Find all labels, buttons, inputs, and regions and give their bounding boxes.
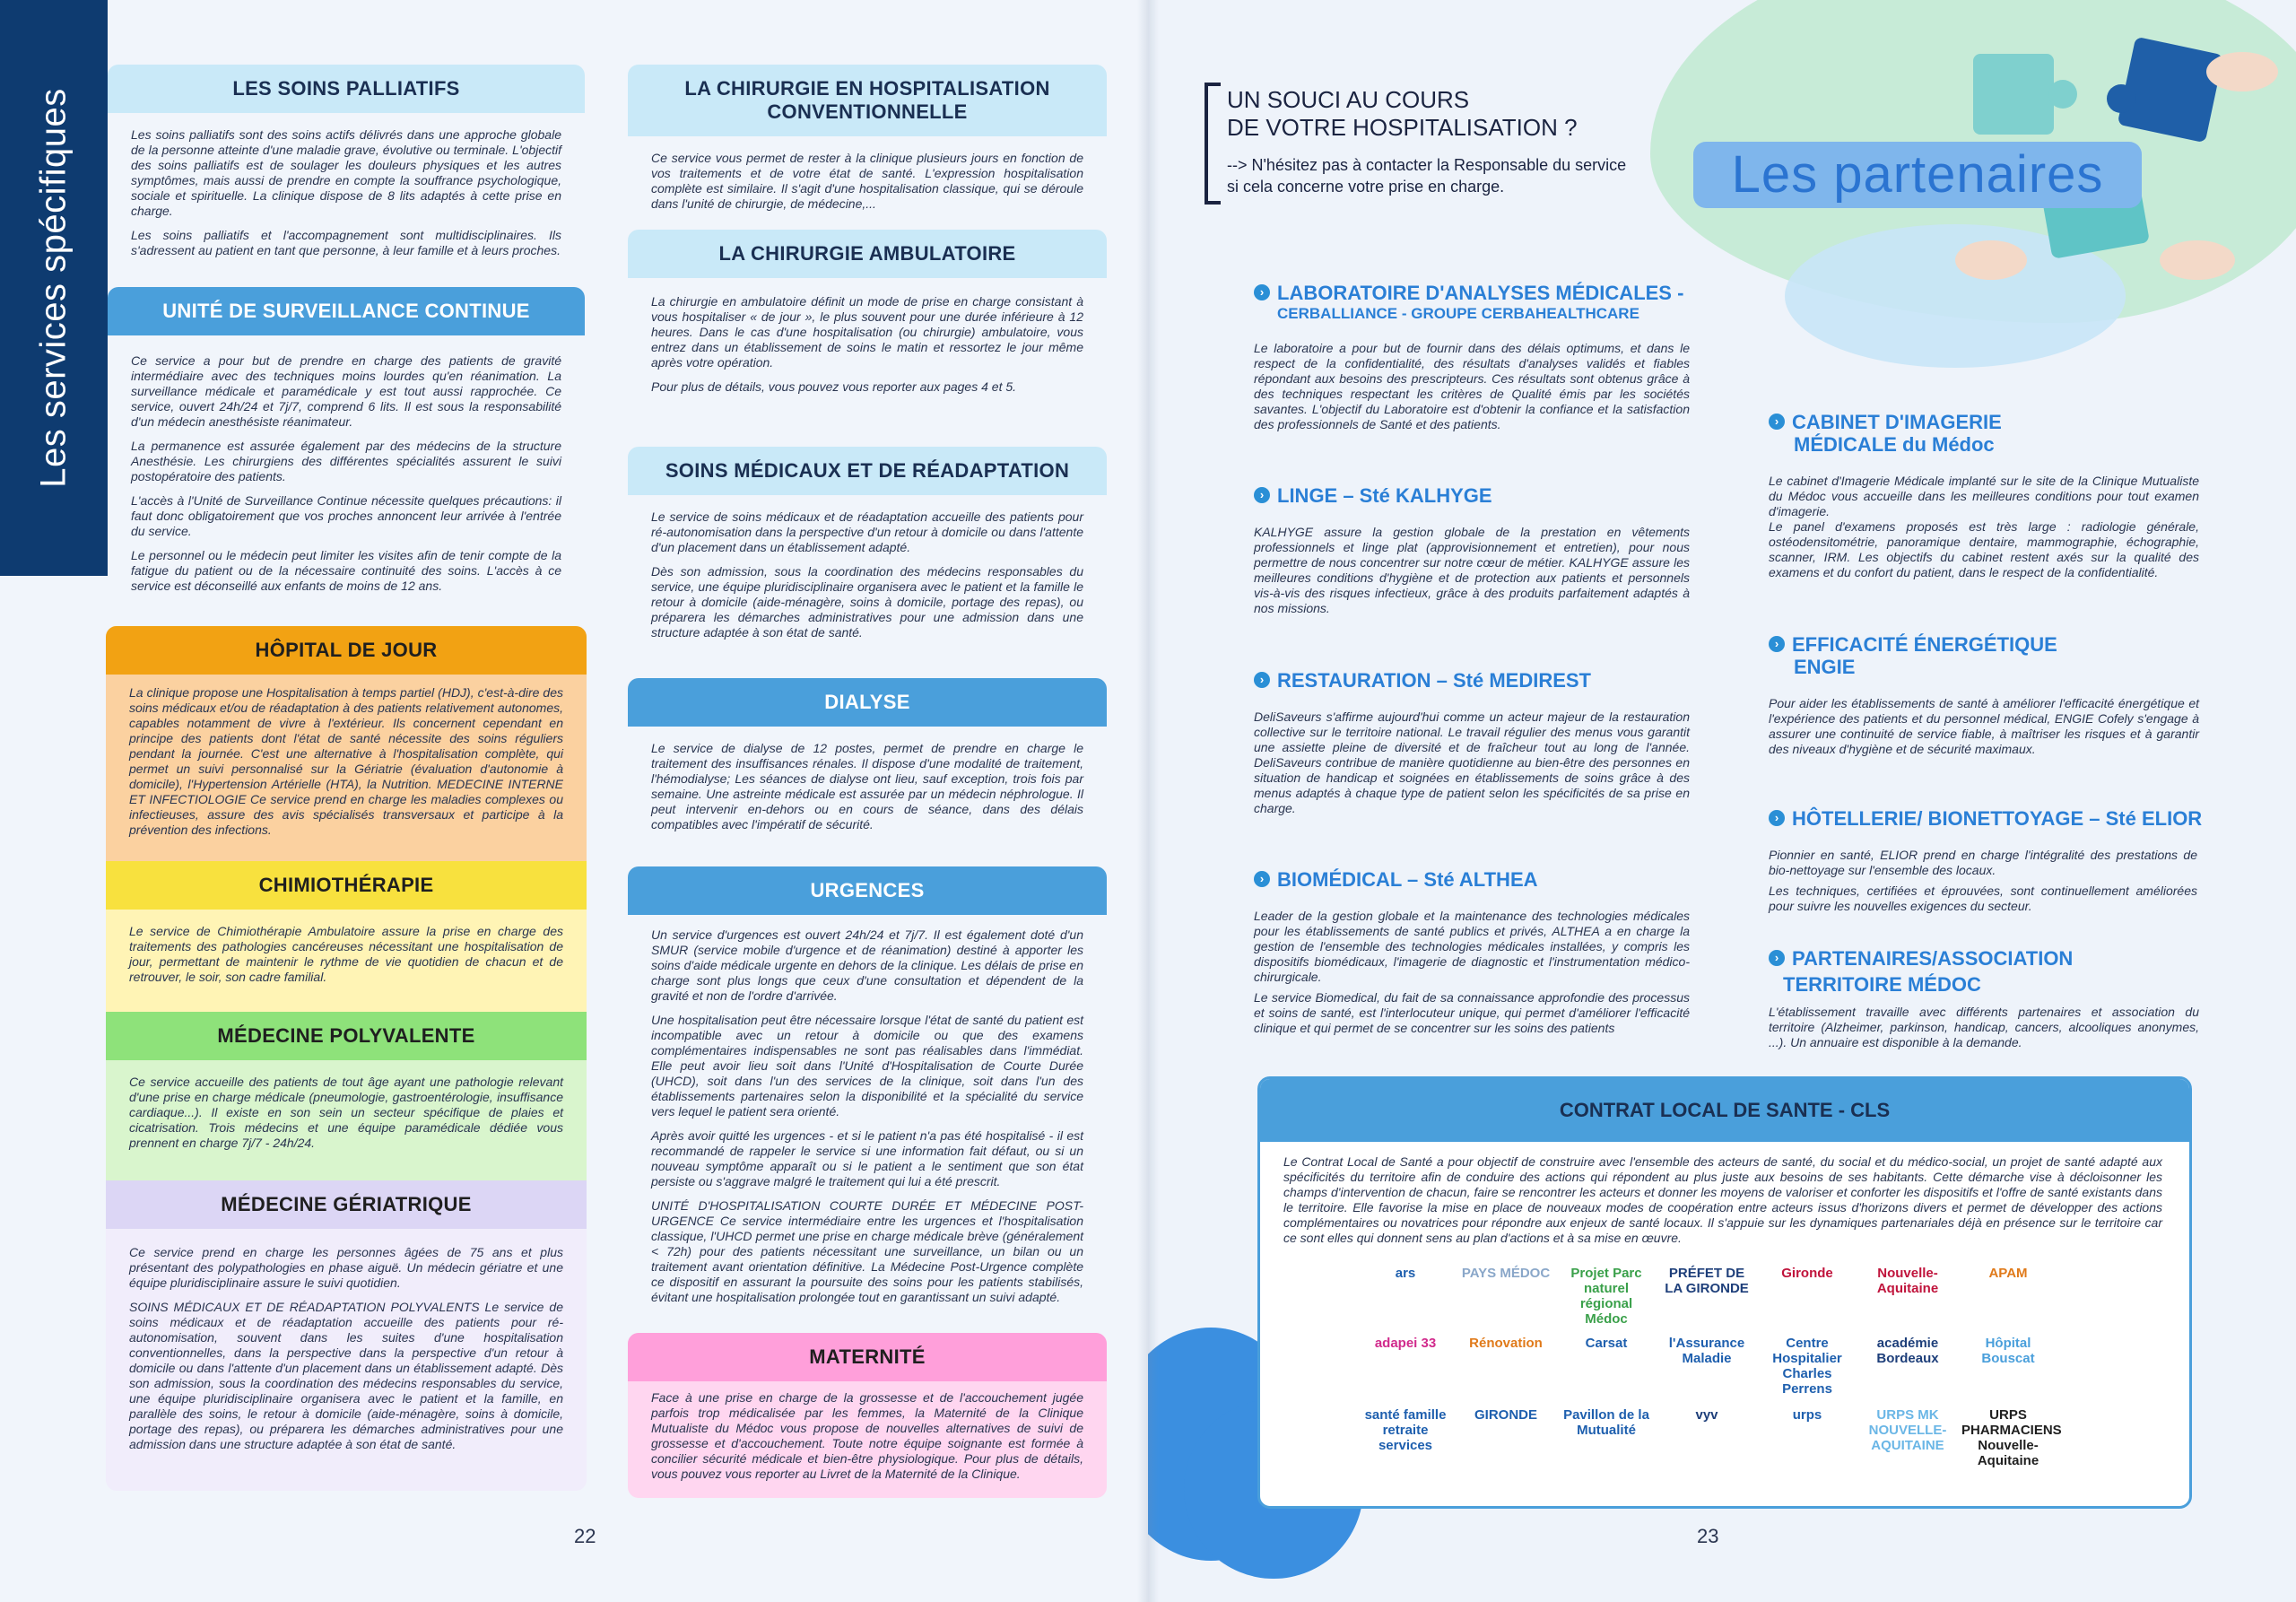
- partners-title-banner: [1693, 142, 2142, 208]
- partner-imagerie: [1769, 411, 2199, 586]
- partner-subtitle: CERBALLIANCE - GROUPE CERBAHEALTHCARE: [1277, 305, 1639, 322]
- paragraph: Leader de la gestion globale et la maintenance des technologies médicales pour les établissements de santé publics et privés, ALTHEA a en charge la gestion de l'ensemble des technologies médicales installées, y compris les dispositifs biomédicaux, l'imagerie de diagnostic et l'instrumentation médico-chirurgicale.: [1254, 909, 1690, 984]
- paragraph: SOINS MÉDICAUX ET DE RÉADAPTATION POLYVALENTS Le service de soins médicaux et de réadaptation accueille des patients pour ré-autonomisation, souvent dans les suites d'une hospitalisation conventionnelles, dans la perspective dans la perspective d'un retour à domicile ou dans l'attente d'un placement dans un établissement adapté. Dès son admission, sous la coordination des médecins responsables du service, une équipe pluridisciplinaire organisera avec le patient et la famille, en parallèle des soins, le retour à domicile (aide-ménagère, soins à domicile, portage des repas), ou préparera les démarches administratives pour une admission dans une structure adaptée à son état de santé.: [129, 1300, 563, 1451]
- page-number: 22: [574, 1525, 596, 1547]
- logo-pavillon-mutualite: Pavillon de la Mutualité: [1563, 1407, 1649, 1438]
- section-body: [628, 915, 1107, 1325]
- section-title: UNITÉ DE SURVEILLANCE CONTINUE: [108, 287, 585, 335]
- paragraph: Ce service prend en charge les personnes âgées de 75 ans et plus présentant des polypathologies en phase aiguë. Un médecin gériatre et une équipe pluridisciplinaire assure le suivi quotidien.: [129, 1245, 563, 1290]
- paragraph: Le personnel ou le médecin peut limiter les visites afin de tenir compte de la fatigue du patient ou de la nécessaire continuité des soins. L'accès à ce service est déconseillé aux enfants de moins de 12 ans.: [131, 548, 561, 593]
- partner-hotellerie: [1769, 807, 2217, 919]
- section-chirurgie-conventionnelle: [628, 65, 1107, 231]
- section-title: LA CHIRURGIE AMBULATOIRE: [628, 230, 1107, 278]
- partner-title: [1254, 282, 1690, 304]
- partner-title-text: RESTAURATION – Sté MEDIREST: [1277, 669, 1591, 692]
- logo-urps: urps: [1792, 1407, 1822, 1423]
- section-medecine-geriatrique: [106, 1180, 587, 1491]
- logo-urps-mk: URPS MK NOUVELLE-AQUITAINE: [1868, 1407, 1947, 1453]
- section-maternite: [628, 1333, 1107, 1498]
- section-title: LA CHIRURGIE EN HOSPITALISATION CONVENTIONNELLE: [628, 65, 1107, 136]
- worry-text: --> N'hésitez pas à contacter la Responsable du service si cela concerne votre prise en charge.: [1227, 156, 1627, 196]
- logo-ch-perrens: Centre Hospitalier Charles Perrens: [1772, 1336, 1842, 1397]
- cls-title: CONTRAT LOCAL DE SANTE - CLS: [1260, 1079, 2189, 1142]
- partner-title-text: CABINET D'IMAGERIE: [1792, 411, 2002, 433]
- paragraph: Le panel d'examens proposés est très large : radiologie générale, ostéodensitométrie, panoramique dentaire, mammographie, échographie, scanner, IRM. Les objectifs du cabinet restent axés sur la qualité des examens et du confort du patient, dans le respect de la confidentialité.: [1769, 519, 2199, 579]
- cls-text: Le Contrat Local de Santé a pour objectif de construire avec l'ensemble des acteurs de santé, du social et du médico-social, un projet de santé adapté aux spécificités du territoire afin de conduire des actions qui répondent au plus juste aux besoins de ses habitants. Cette démarche vise à décloisonner les champs d'intervention de chacun, faire se rencontrer les acteurs et donner les moyens de valoriser et conforter les dispositifs et l'offre de santé existants dans le territoire. Elle favorise la mise en place de nouveaux modes de coopération entre acteurs issus d'horizons divers et permet de développer des actions complémentaires ou novatrices pour répondre aux enjeux de santé locaux. Il s'appuie sur les dynamiques partenariales déjà en présence sur le territoire car ce sont elles qui donnent sens au plan d'actions et à sa mise en œuvre.: [1283, 1154, 2162, 1245]
- paragraph: Les techniques, certifiées et éprouvées, sont continuellement améliorées pour suivre les nouvelles exigences du secteur.: [1769, 884, 2197, 913]
- partner-text: [1769, 474, 2199, 580]
- logo-academie-bordeaux: académie Bordeaux: [1876, 1336, 1939, 1366]
- paragraph: Le service de dialyse de 12 postes, permet de prendre en charge le traitement des insuffisances rénales. Il dispose d'une modalité de traitement, l'hémodialyse; Les séances de dialyse ont lieu, sauf exception, trois fois par semaine. Une astreinte médicale est assurée par un médecin néphrologue. Il peut intervenir en-dehors ou en cours de séance, dans des délais compatibles avec l'impératif de sécurité.: [651, 741, 1083, 831]
- logo-carsat: Carsat: [1585, 1336, 1628, 1351]
- section-title: MÉDECINE GÉRIATRIQUE: [106, 1180, 587, 1229]
- page-number: 23: [1697, 1525, 1719, 1547]
- section-hopital-de-jour: [106, 626, 587, 861]
- section-unite-surveillance-continue: [108, 287, 585, 614]
- partner-linge: [1254, 484, 1690, 622]
- bracket-decoration: [1205, 83, 1221, 205]
- side-title: Les services spécifiques: [33, 88, 74, 488]
- partner-title-text: EFFICACITÉ ÉNERGÉTIQUE: [1792, 633, 2057, 656]
- paragraph: Les soins palliatifs et l'accompagnement sont multidisciplinaires. Ils s'adressent au patient en tant que personne, à leur famille et à leurs proches.: [131, 228, 561, 257]
- paragraph: La chirurgie en ambulatoire définit un mode de prise en charge consistant à vous hospitaliser « de jour », le plus souvent pour une durée inférieure à 12 heures. Dans le cas d'une hospitalisation (ou chirurgie) ambulatoire, vous entrez dans un établissement de soins le matin et ressortez le jour même après votre opération.: [651, 294, 1083, 370]
- section-body: [106, 675, 587, 858]
- paragraph: Après avoir quitté les urgences - et si le patient n'a pas été hospitalisé - il est recommandé de rappeler le service si une information fait défaut, ou si un nouveau symptôme apparaît ou si le patient a le sentiment que son état persiste ou s'aggrave malgré le traitement qui lui a été prescrit.: [651, 1128, 1083, 1188]
- paragraph: Le cabinet d'Imagerie Médicale implanté sur le site de la Clinique Mutualiste du Médoc vous accueille dans les meilleures conditions pour tout examen d'imagerie.: [1769, 474, 2199, 518]
- chevron-right-icon: ›: [1769, 414, 1785, 430]
- logo-ars: ars: [1395, 1266, 1416, 1281]
- chevron-right-icon: ›: [1254, 871, 1270, 887]
- section-soins-medicaux-readaptation: [628, 447, 1107, 660]
- paragraph: L'accès à l'Unité de Surveillance Continue nécessite quelques précautions: il faut donc obligatoirement que vos proches annoncent leur arrivée à l'entrée du service.: [131, 493, 561, 538]
- partner-text: [1769, 696, 2199, 757]
- partner-text: [1769, 848, 2197, 914]
- partner-title-line2: ENGIE: [1794, 656, 1856, 678]
- section-title: URGENCES: [628, 866, 1107, 915]
- partner-title-text: LABORATOIRE D'ANALYSES MÉDICALES -: [1277, 282, 1684, 304]
- section-chimiotherapie: [106, 861, 587, 1012]
- paragraph: L'établissement travaille avec différents partenaires et association du territoire (Alzheimer, parkinson, handicap, cancers, alcooliques anonymes, ...). Un annuaire est disponible à la demande.: [1769, 1005, 2199, 1049]
- section-body: [628, 136, 1107, 231]
- logo-prefet: PRÉFET DE LA GIRONDE: [1665, 1266, 1749, 1296]
- logo-renovation: Rénovation: [1469, 1336, 1543, 1351]
- paragraph: KALHYGE assure la gestion globale de la prestation en vêtements professionnels et linge plat (approvisionnement et entretien), pour nous permettre de nous concentrer sur notre cœur de métier. KALHYGE assure les meilleures conditions d'hygiène et de protection aux patients et personnels vis-à-vis des risques infectieux, grâce à des produits parfaitement adaptés à nos missions.: [1254, 525, 1690, 615]
- section-body: [628, 727, 1107, 852]
- chevron-right-icon: ›: [1769, 636, 1785, 652]
- partner-text: [1254, 525, 1690, 616]
- paragraph: La permanence est assurée également par des médecins de la structure Anesthésie. Les chirurgiens des différentes spécialités assurent le suivi postopératoire des patients.: [131, 439, 561, 483]
- partner-title-text: PARTENAIRES/ASSOCIATION: [1792, 947, 2074, 970]
- paragraph: Face à une prise en charge de la grossesse et de l'accouchement jugée parfois trop médicalisée par les femmes, la Maternité de la Clinique Mutualiste du Médoc vous propose de nouvelles alternatives de suivi de grossesse et d'accouchement. Toute notre équipe soignante est formée à concilier sécurité médicale et bien-être physiologique. Pour plus de détails, vous pouvez vous reporter au Livret de la Maternité de la Clinique.: [651, 1390, 1083, 1481]
- logo-assurance-maladie: l'Assurance Maladie: [1668, 1336, 1745, 1366]
- cls-box: [1257, 1076, 2192, 1509]
- paragraph: Les soins palliatifs sont des soins actifs délivrés dans une approche globale de la personne atteinte d'une maladie grave, évolutive ou terminale. L'objectif des soins palliatifs est de soulager les douleurs physiques et les autres symptômes, mais aussi de prendre en compte la souffrance psychologique, sociale et spirituelle. La clinique dispose de 8 lits adaptés à cette prise en charge.: [131, 127, 561, 218]
- section-title: MATERNITÉ: [628, 1333, 1107, 1381]
- worry-title-line: DE VOTRE HOSPITALISATION ?: [1227, 114, 1578, 141]
- logo-msa: santé famille retraite services: [1364, 1407, 1447, 1453]
- section-chirurgie-ambulatoire: [628, 230, 1107, 414]
- paragraph: DeliSaveurs s'affirme aujourd'hui comme un acteur majeur de la restauration collective sur le territoire national. Le travail régulier des menus vous garantit une assiette pleine de diversité et de fraîcheur tout au long de l'année. DeliSaveurs contribue de manière quotidienne au bien-être des personnes en situation de handicap et soignées en établissements de soins grâce à des menus adaptés à chaque type de patient selon les spécificités de sa prise en charge.: [1254, 710, 1690, 815]
- paragraph: Pour aider les établissements de santé à améliorer l'efficacité énergétique et l'expérience des patients et du personnel médical, ENGIE Cofely s'engage à assurer une continuité de service fiable, à maîtriser les risques et à garantir des niveaux d'hygiène et de sécurité maximaux.: [1769, 696, 2199, 756]
- section-title: HÔPITAL DE JOUR: [106, 626, 587, 675]
- partner-associations: [1769, 947, 2199, 1056]
- partner-title: [1254, 484, 1690, 507]
- section-body: [628, 1381, 1107, 1502]
- section-medecine-polyvalente: [106, 1012, 587, 1180]
- chevron-right-icon: ›: [1769, 950, 1785, 966]
- worry-title-line: UN SOUCI AU COURS: [1227, 86, 1470, 113]
- partner-title: [1769, 947, 2199, 970]
- section-urgences: [628, 866, 1107, 1325]
- partner-text: [1769, 1005, 2199, 1050]
- partner-biomedical: [1254, 868, 1690, 1041]
- partner-laboratoire: [1254, 282, 1690, 438]
- partner-title-line2: TERRITOIRE MÉDOC: [1783, 973, 1981, 996]
- paragraph: Le service de Chimiothérapie Ambulatoire assure la prise en charge des traitements des pathologies cancéreuses nécessitant une hospitalisation de jour, permettant de maintenir le rythme de vie quotidien de chacun et de retrouver, le soir, son cadre familial.: [129, 924, 563, 984]
- section-soins-palliatifs: [108, 65, 585, 278]
- partner-efficacite-energetique: [1769, 633, 2199, 762]
- section-body: [628, 278, 1107, 414]
- partner-title-text: LINGE – Sté KALHYGE: [1277, 484, 1492, 507]
- section-title: CHIMIOTHÉRAPIE: [106, 861, 587, 910]
- chevron-right-icon: ›: [1769, 810, 1785, 826]
- worry-title: [1227, 86, 1578, 142]
- section-body: [106, 910, 587, 1005]
- paragraph: La clinique propose une Hospitalisation à temps partiel (HDJ), c'est-à-dire des soins médicaux et/ou de réadaptation à des patients relativement autonomes, capables notamment de vivre à l'extérieur. Ils concernent cependant en principe des patients dont l'état de santé nécessite des soins réguliers pendant la journée. C'est une alternative à l'hospitalisation complète, qui permet un suivi personnalisé sur la Gériatrie (évaluation d'autonomie à domicile), l'Hypertension Artérielle (HTA), la Nutrition. MEDECINE INTERNE ET INFECTIOLOGIE Ce service prend en charge les maladies complexes ou infectieuses, assure des avis spécialisés transversaux et participe à la prévention des infections.: [129, 685, 563, 837]
- chevron-right-icon: ›: [1254, 672, 1270, 688]
- logo-ordre-medecins: GIRONDE: [1474, 1407, 1537, 1423]
- logo-nouvelle-aquitaine: Nouvelle-Aquitaine: [1876, 1266, 1939, 1296]
- chevron-right-icon: ›: [1254, 284, 1270, 300]
- partner-title: [1254, 868, 1690, 891]
- partner-text: [1254, 341, 1690, 432]
- logo-apam: APAM: [1988, 1266, 2028, 1281]
- paragraph: Le service Biomedical, du fait de sa connaissance approfondie des processus et soins de santé, est l'interlocuteur unique, qui permet d'améliorer l'efficacité clinique et qui permet de se concentrer sur les soins des patients: [1254, 990, 1690, 1035]
- section-title: LES SOINS PALLIATIFS: [108, 65, 585, 113]
- partner-logos: [1260, 1246, 2189, 1509]
- partner-text: [1254, 909, 1690, 1036]
- paragraph: Un service d'urgences est ouvert 24h/24 et 7j/7. Il est également doté d'un SMUR (service mobile d'urgence et de réanimation) destiné à apporter les soins d'aide médicale urgente en dehors de la clinique. Les délais de prise en charge sont plus longs que ceux d'une consultation et dépendent de la gravité et non de l'ordre d'arrivée.: [651, 927, 1083, 1003]
- section-body: [106, 1229, 587, 1472]
- section-dialyse: [628, 678, 1107, 852]
- paragraph: Une hospitalisation peut être nécessaire lorsque l'état de santé du patient est incompatible avec un retour à domicile ou que des examens complémentaires indispensables ne sont pas réalisables dans l'immédiat. Elle peut avoir lieu soit dans l'Unité d'Hospitalisation de Courte Durée (UHCD), soit dans l'un des services de la clinique, soit dans l'un des établissements partenaires selon la disponibilité et la spécialité du service vers lequel le patient sera orienté.: [651, 1013, 1083, 1119]
- chevron-right-icon: ›: [1254, 487, 1270, 503]
- partner-restauration: [1254, 669, 1690, 822]
- logo-hopital-bouscat: Hôpital Bouscat: [1981, 1336, 2035, 1366]
- paragraph: Le laboratoire a pour but de fournir dans des délais optimums, et dans le respect de la confidentialité, des résultats d'analyses validés et fiables répondant aux besoins des prescripteurs. Ces résultats sont obtenus grâce à des techniques respectant les critères de Qualité émis par les sociétés savantes. L'objectif du Laboratoire est d'obtenir la confiance et la satisfaction des professionnels de Santé et des patients.: [1254, 341, 1690, 431]
- section-body: [628, 495, 1107, 660]
- logo-projet-parc: Projet Parc naturel régional Médoc: [1570, 1266, 1642, 1327]
- logo-gironde: Gironde: [1781, 1266, 1833, 1281]
- paragraph: Ce service accueille des patients de tout âge ayant une pathologie relevant d'une prise en charge médicale (pneumologie, gastroentérologie, insuffisance cardiaque...). Il existe en son sein un secteur spécifique de plaies et cicatrisation. Trois médecins et une équipe paramédicale dédiée vous prennent en charge 7j/7 - 24h/24.: [129, 1075, 563, 1150]
- section-title: SOINS MÉDICAUX ET DE RÉADAPTATION: [628, 447, 1107, 495]
- section-title: MÉDECINE POLYVALENTE: [106, 1012, 587, 1060]
- paragraph: Le service de soins médicaux et de réadaptation accueille des patients pour ré-autonomisation dans la perspective d'un retour à domicile ou dans l'attente d'un placement dans un établissement adapté.: [651, 509, 1083, 554]
- partner-text: [1254, 710, 1690, 816]
- section-body: [108, 113, 585, 278]
- partner-title-line2: MÉDICALE du Médoc: [1794, 433, 1995, 456]
- section-body: [106, 1060, 587, 1171]
- section-body: [108, 335, 585, 614]
- side-title-band: [0, 0, 108, 576]
- logo-pays-medoc: PAYS MÉDOC: [1461, 1266, 1551, 1281]
- logo-urps-pharmaciens: URPS PHARMACIENS Nouvelle-Aquitaine: [1961, 1407, 2062, 1468]
- paragraph: UNITÉ D'HOSPITALISATION COURTE DURÉE ET MÉDECINE POST-URGENCE Ce service intermédiaire entre les urgences et l'hospitalisation classique, l'UHCD permet une prise en charge médicale brève (généralement < 72h) pour des patients nécessitant une surveillance, un bilan ou un traitement avant orientation définitive. La Médecine Post-Urgence complète ce dispositif en assurant la poursuite des soins pour les patients stabilisés, évitant une hospitalisation prolongée tout en garantissant un suivi adapté.: [651, 1198, 1083, 1304]
- paragraph: Pionnier en santé, ELIOR prend en charge l'intégralité des prestations de bio-nettoyage sur l'ensemble des locaux.: [1769, 848, 2197, 877]
- logo-vyv: vyv: [1695, 1407, 1718, 1423]
- section-title: DIALYSE: [628, 678, 1107, 727]
- partner-title: [1769, 411, 2199, 433]
- paragraph: Ce service a pour but de prendre en charge des patients de gravité intermédiaire avec des techniques moins lourdes qu'en réanimation. La surveillance médicale et paramédicale y est tout aussi rapprochée. Ce service, ouvert 24h/24 et 7j/7, comprend 6 lits. Il est sous la responsabilité d'un médecin anesthésiste réanimateur.: [131, 353, 561, 429]
- partner-title: [1254, 669, 1690, 692]
- paragraph: Dès son admission, sous la coordination des médecins responsables du service, une équipe pluridisciplinaire organisera avec le patient et la famille le retour à domicile (aide-ménagère, soins à domicile, portage des repas), ou préparera les démarches administratives pour une admission dans une structure adaptée à son état de santé.: [651, 564, 1083, 640]
- partners-title: Les partenaires: [1731, 145, 2104, 204]
- partner-title-text: BIOMÉDICAL – Sté ALTHEA: [1277, 868, 1538, 891]
- partner-title: [1769, 807, 2217, 830]
- partner-title: [1769, 633, 2199, 656]
- logo-adapei: adapei 33: [1374, 1336, 1437, 1351]
- partner-title-text: HÔTELLERIE/ BIONETTOYAGE – Sté ELIOR: [1792, 807, 2203, 830]
- paragraph: Ce service vous permet de rester à la clinique plusieurs jours en fonction de vos traitements et de votre état de santé. L'expression hospitalisation complète est similaire. Il s'agit d'une hospitalisation classique, qui se déroule dans l'unité de chirurgie, de médecine,...: [651, 151, 1083, 211]
- gutter: [1137, 0, 1159, 1602]
- paragraph: Pour plus de détails, vous pouvez vous reporter aux pages 4 et 5.: [651, 379, 1017, 394]
